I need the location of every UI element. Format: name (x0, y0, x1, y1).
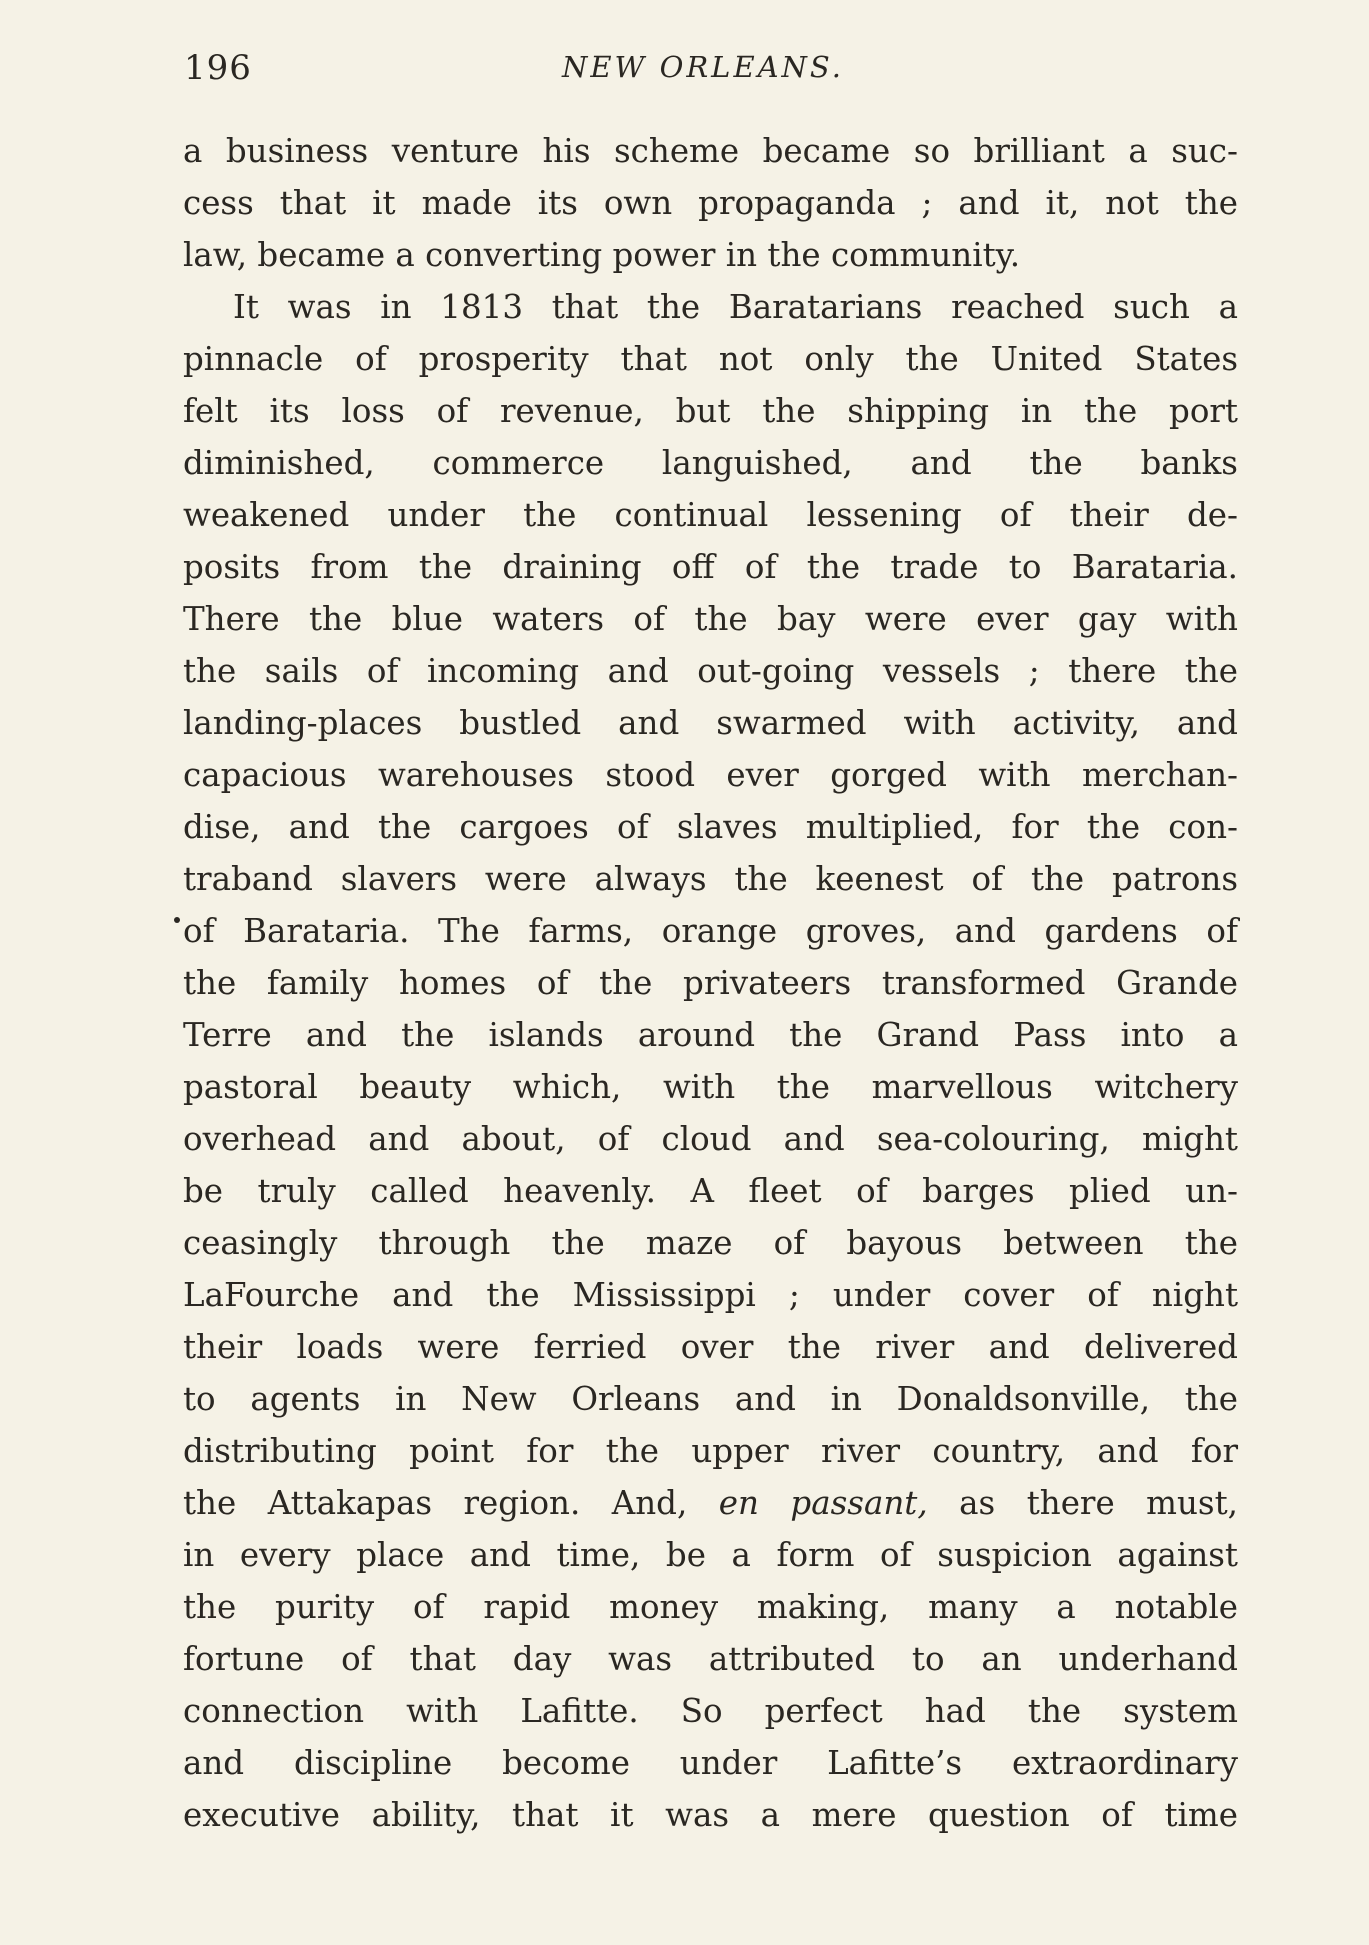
text-line: overhead and about, of cloud and sea-colouring, might (183, 1120, 1238, 1158)
text-line: capacious warehouses stood ever gorged with merchan- (183, 756, 1238, 794)
text-line: ceasingly through the maze of bayous between the (183, 1224, 1238, 1262)
text-line: law, became a converting power in the community. (183, 236, 1021, 274)
text-line: in every place and time, be a form of suspicion against (183, 1536, 1238, 1574)
text-line: distributing point for the upper river country, and for (183, 1432, 1238, 1470)
text-line: dise, and the cargoes of slaves multiplied, for the con- (183, 808, 1238, 846)
text-line: cess that it made its own propaganda ; and it, not the (183, 184, 1238, 222)
text-line: landing-places bustled and swarmed with activity, and (183, 704, 1238, 742)
body-text (183, 125, 1238, 1841)
text-line: of Barataria. The farms, orange groves, and gardens of (183, 912, 1238, 950)
text-line: the purity of rapid money making, many a notable (183, 1588, 1238, 1626)
text-segment: the Attakapas region. And, (183, 1484, 688, 1522)
text-segment: as there must, (959, 1484, 1238, 1522)
text-line: pinnacle of prosperity that not only the United States (183, 340, 1238, 378)
text-line: and discipline become under Lafitte’s extraordinary (183, 1744, 1238, 1782)
italic-phrase: en passant, (718, 1484, 928, 1522)
text-line: fortune of that day was attributed to an underhand (183, 1640, 1238, 1678)
text-line: be truly called heavenly. A fleet of barges plied un- (183, 1172, 1238, 1210)
text-line: the family homes of the privateers transformed Grande (183, 964, 1238, 1002)
page-number: 196 (184, 48, 252, 88)
text-line: traband slavers were always the keenest of the patrons (183, 860, 1238, 898)
text-line: pastoral beauty which, with the marvellous witchery (183, 1068, 1238, 1106)
text-line: posits from the draining off of the trade to Barataria. (183, 548, 1238, 586)
text-line: felt its loss of revenue, but the shipping in the port (183, 392, 1238, 430)
running-title: NEW ORLEANS. (562, 50, 844, 84)
text-line: to agents in New Orleans and in Donaldsonville, the (183, 1380, 1238, 1418)
text-line: a business venture his scheme became so brilliant a suc- (183, 132, 1238, 170)
text-line: executive ability, that it was a mere question of time (183, 1796, 1238, 1834)
text-line: Terre and the islands around the Grand Pass into a (183, 1016, 1238, 1054)
text-line: the sails of incoming and out-going vessels ; there the (183, 652, 1238, 690)
text-line: connection with Lafitte. So perfect had the system (183, 1692, 1238, 1730)
margin-mark (174, 917, 180, 923)
text-line: There the blue waters of the bay were ever gay with (183, 600, 1238, 638)
text-line: It was in 1813 that the Baratarians reached such a (233, 288, 1238, 326)
text-line: weakened under the continual lessening of their de- (183, 496, 1238, 534)
text-line: LaFourche and the Mississippi ; under cover of night (183, 1276, 1238, 1314)
text-line: diminished, commerce languished, and the banks (183, 444, 1238, 482)
text-line: their loads were ferried over the river and delivered (183, 1328, 1238, 1366)
text-line-with-italic (183, 1477, 1238, 1529)
